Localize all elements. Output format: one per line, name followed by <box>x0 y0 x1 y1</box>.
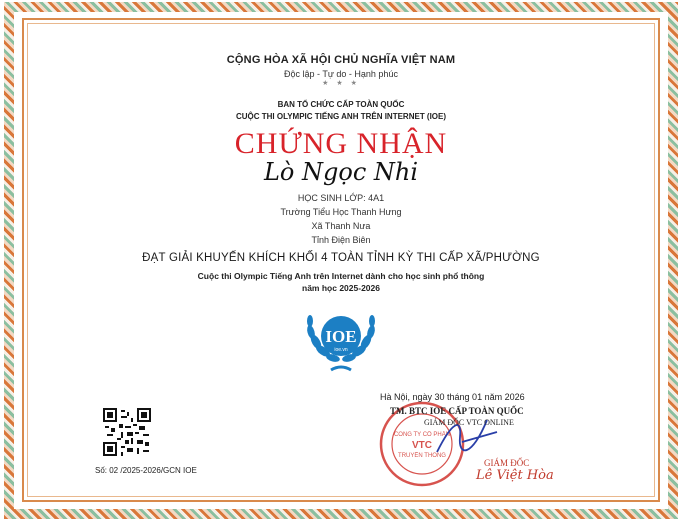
svg-text:TRUYỀN THÔNG: TRUYỀN THÔNG <box>398 453 446 459</box>
contest-description: Cuộc thi Olympic Tiếng Anh trên Internet dành cho học sinh phổ thông <box>197 271 485 281</box>
logo-subtext: ioe.vn <box>334 347 348 353</box>
student-class: HỌC SINH LỚP: 4A1 <box>297 193 385 203</box>
signer-name: Lê Việt Hòa <box>476 468 554 483</box>
issue-date: Hà Nội, ngày 30 tháng 01 năm 2026 <box>380 392 525 402</box>
province-name: Tỉnh Điện Biên <box>311 235 371 245</box>
star-divider: ★ ★ ★ <box>322 80 360 87</box>
signer-role-3: GIÁM ĐỐC <box>484 458 530 468</box>
school-year: năm học 2025-2026 <box>302 283 380 293</box>
republic-heading: CỘNG HÒA XÃ HỘI CHỦ NGHĨA VIỆT NAM <box>226 54 456 66</box>
ioe-logo-icon <box>296 306 386 378</box>
commune-name: Xã Thanh Nưa <box>311 221 371 231</box>
certificate-title: CHỨNG NHẬN <box>234 127 448 160</box>
signer-role-1: TM. BTC IOE CẤP TOÀN QUỐC <box>390 406 524 416</box>
organizer-line-1: BAN TỔ CHỨC CẤP TOÀN QUỐC <box>277 100 405 109</box>
national-motto: Độc lập - Tự do - Hạnh phúc <box>284 69 398 79</box>
organizer-line-2: CUỘC THI OLYMPIC TIẾNG ANH TRÊN INTERNET (IOE) <box>235 112 447 121</box>
school-name: Trường Tiểu Học Thanh Hưng <box>280 207 402 217</box>
award-line: ĐẠT GIẢI KHUYẾN KHÍCH KHỐI 4 TOÀN TỈNH KỲ THI CẤP XÃ/PHƯỜNG <box>142 252 540 264</box>
signer-role-2: GIÁM ĐỐC VTC ONLINE <box>424 418 514 427</box>
recipient-name: Lò Ngọc Nhi <box>263 158 419 186</box>
svg-text:CÔNG TY CỔ PHẦN: CÔNG TY CỔ PHẦN <box>393 432 451 438</box>
certificate-number: Số: 02 /2025-2026/GCN IOE <box>95 466 197 475</box>
svg-text:VTC: VTC <box>412 440 432 451</box>
logo-text: IOE <box>325 327 357 346</box>
qr-code-icon <box>103 408 151 456</box>
